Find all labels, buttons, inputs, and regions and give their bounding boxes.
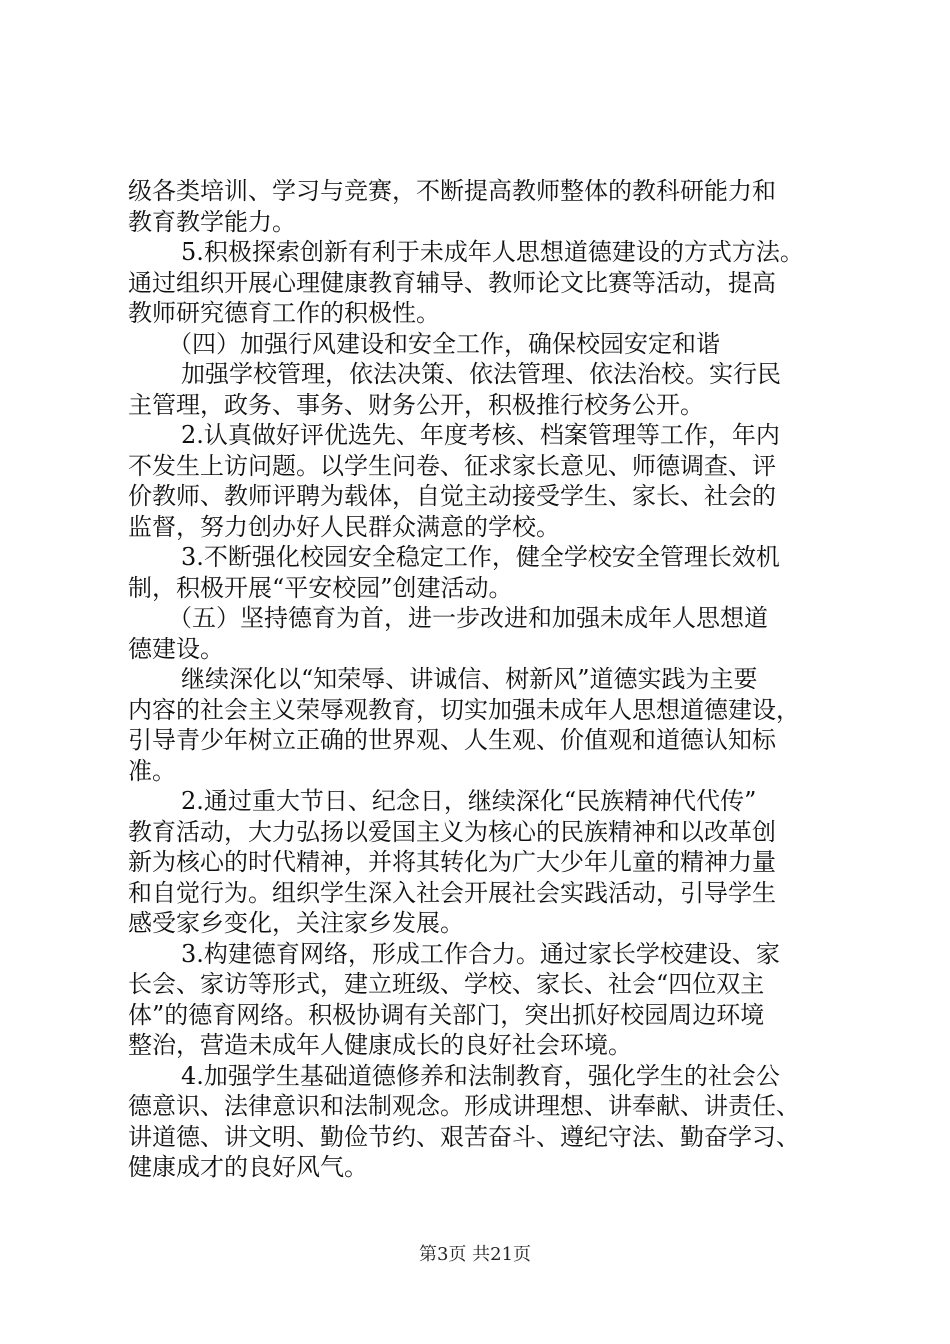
text-line: 通过组织开展心理健康教育辅导、教师论文比赛等活动，提高 (128, 268, 776, 297)
text-line: 不发生上访问题。以学生问卷、征求家长意见、师德调查、评 (128, 451, 776, 480)
section-heading: （四）加强行风建设和安全工作，确保校园安定和谐 (168, 329, 720, 358)
text-line: 监督，努力创办好人民群众满意的学校。 (128, 512, 560, 541)
text-line: 价教师、教师评聘为载体，自觉主动接受学生、家长、社会的 (128, 482, 776, 510)
section-heading: （五）坚持德育为首，进一步改进和加强未成年人思想道 (168, 604, 768, 632)
page-footer: 第3页 共21页 (418, 1244, 532, 1265)
text-line: 新为核心的时代精神，并将其转化为广大少年儿童的精神力量 (128, 848, 776, 876)
text-line: 和自觉行为。组织学生深入社会开展社会实践活动，引导学生 (128, 878, 776, 907)
text-line: 继续深化以“知荣辱、讲诚信、树新风”道德实践为主要 (181, 665, 758, 693)
text-line: 讲道德、讲文明、勤俭节约、艰苦奋斗、遵纪守法、勤奋学习、 (128, 1122, 800, 1151)
text-line: 3.不断强化校园安全稳定工作，健全学校安全管理长效机 (181, 543, 780, 571)
text-line: 体”的德育网络。积极协调有关部门，突出抓好校园周边环境 (128, 1000, 765, 1029)
text-line: 制，积极开展“平安校园”创建活动。 (128, 573, 513, 602)
text-line: 4.加强学生基础道德修养和法制教育，强化学生的社会公 (181, 1061, 780, 1090)
text-line: 教师研究德育工作的积极性。 (128, 299, 440, 327)
text-line: 感受家乡变化，关注家乡发展。 (128, 909, 464, 937)
text-line: 级各类培训、学习与竞赛，不断提高教师整体的教科研能力和 (128, 177, 776, 205)
text-line: 准。 (128, 756, 176, 785)
text-line: 长会、家访等形式，建立班级、学校、家长、社会“四位双主 (128, 970, 765, 998)
text-line: 5.积极探索创新有利于未成年人思想道德建设的方式方法。 (181, 238, 804, 266)
text-line: 引导青少年树立正确的世界观、人生观、价值观和道德认知标 (128, 726, 776, 754)
text-line: 主管理，政务、事务、财务公开，积极推行校务公开。 (128, 390, 704, 419)
text-line: 3.构建德育网络，形成工作合力。通过家长学校建设、家 (181, 939, 780, 968)
text-line: 内容的社会主义荣辱观教育，切实加强未成年人思想道德建设， (128, 695, 800, 724)
text-line: 2.通过重大节日、纪念日，继续深化“民族精神代代传” (181, 787, 757, 815)
text-line: 健康成才的良好风气。 (128, 1153, 368, 1181)
section-heading: 德建设。 (128, 634, 224, 663)
text-line: 整治，营造未成年人健康成长的良好社会环境。 (128, 1031, 632, 1059)
text-line: 加强学校管理，依法决策、依法管理、依法治校。实行民 (181, 360, 781, 388)
text-line: 德意识、法律意识和法制观念。形成讲理想、讲奉献、讲责任、 (128, 1092, 800, 1120)
text-line: 教育活动，大力弘扬以爱国主义为核心的民族精神和以改革创 (128, 817, 776, 846)
text-line: 2.认真做好评优选先、年度考核、档案管理等工作，年内 (181, 421, 780, 449)
text-line: 教育教学能力。 (128, 207, 296, 236)
